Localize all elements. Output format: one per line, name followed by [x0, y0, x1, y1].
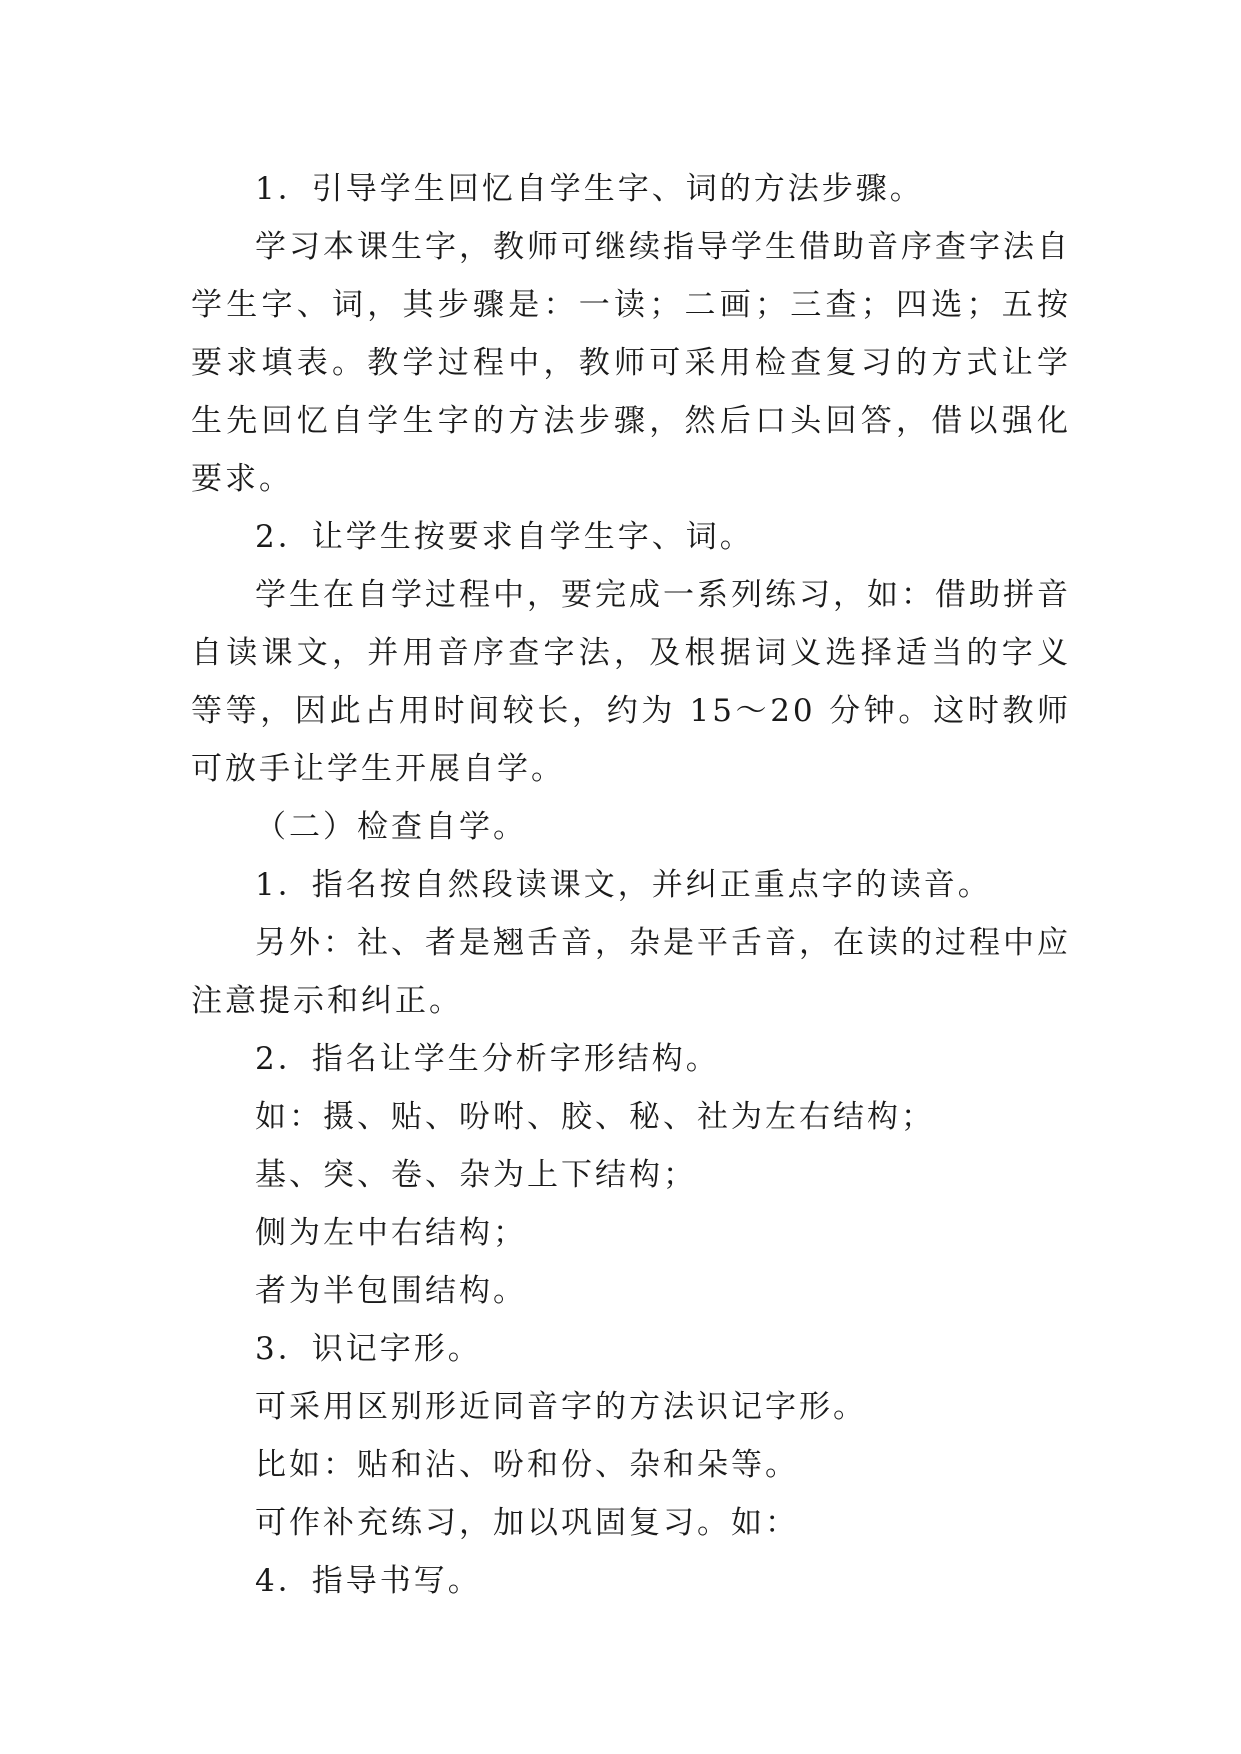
paragraph-left-right-structure: 如：摄、贴、吩咐、胶、秘、社为左右结构；: [255, 1099, 935, 1135]
paragraph-distinguish-method: 可采用区别形近同音字的方法识记字形。: [255, 1389, 867, 1425]
paragraph-self-study-exercises: 学生在自学过程中，要完成一系列练习，如：借助拼音自读课文，并用音序查字法，及根据词义选择适当的字义等等，因此占用时间较长，约为 15～20 分钟。这时教师可放手让学生开展自学。: [191, 577, 1071, 787]
paragraph-top-bottom-structure: 基、突、卷、杂为上下结构；: [255, 1157, 697, 1193]
paragraph-step-2-structure: 2．指名让学生分析字形结构。: [255, 1041, 720, 1077]
paragraph-step-2-self-study: 2．让学生按要求自学生字、词。: [255, 519, 754, 555]
paragraph-step-4-writing: 4．指导书写。: [255, 1563, 482, 1599]
paragraph-left-middle-right-structure: 侧为左中右结构；: [255, 1215, 527, 1251]
paragraph-examples: 比如：贴和沾、吩和份、杂和朵等。: [255, 1447, 799, 1483]
section-heading-check-self-study: （二）检查自学。: [255, 809, 527, 845]
paragraph-self-study-steps: 学习本课生字，教师可继续指导学生借助音序查字法自学生字、词，其步骤是：一读；二画；三查；四选；五按要求填表。教学过程中，教师可采用检查复习的方式让学生先回忆自学生字的方法步骤，然后口头回答，借以强化要求。: [191, 229, 1071, 497]
document-body: [191, 160, 1071, 1610]
paragraph-pronunciation-note: 另外：社、者是翘舌音，杂是平舌音，在读的过程中应注意提示和纠正。: [191, 925, 1071, 1019]
paragraph-half-enclosure-structure: 者为半包围结构。: [255, 1273, 527, 1309]
paragraph-supplementary-exercise: 可作补充练习，加以巩固复习。如：: [255, 1505, 799, 1541]
paragraph-step-1-recall-method: 1．引导学生回忆自学生字、词的方法步骤。: [255, 171, 924, 207]
paragraph-step-3-memorize-shape: 3．识记字形。: [255, 1331, 482, 1367]
paragraph-step-1-read-aloud: 1．指名按自然段读课文，并纠正重点字的读音。: [255, 867, 992, 903]
